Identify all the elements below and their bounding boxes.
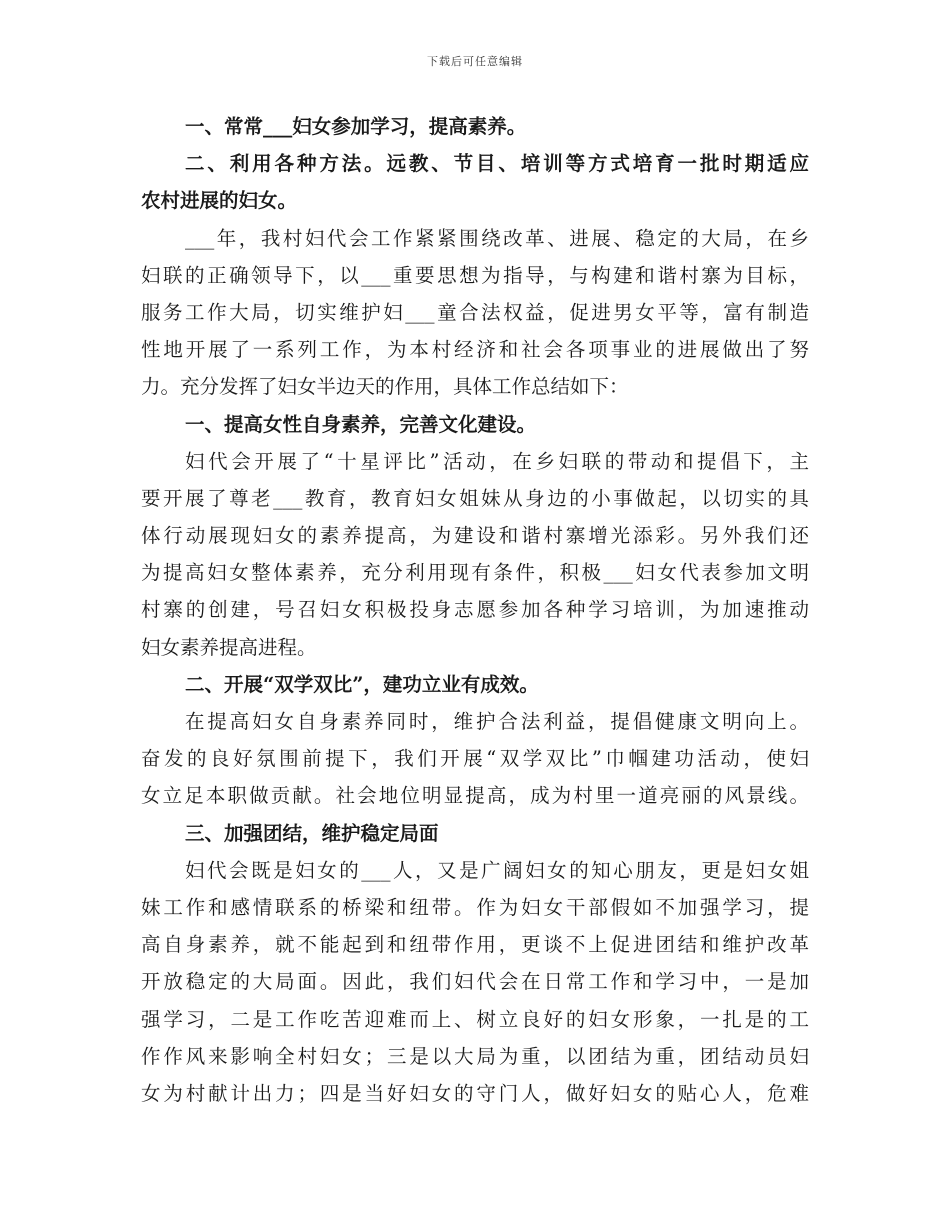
paragraph-line: 服务工作大局，切实维护妇___童合法权益，促进男女平等，富有制造: [141, 300, 809, 324]
paragraph-line: 妹工作和感情联系的桥梁和纽带。作为妇女干部假如不加强学习，提: [141, 895, 809, 919]
paragraph-line: 妇代会既是妇女的___人，又是广阔妇女的知心朋友，更是妇女姐: [185, 858, 809, 882]
paragraph-line: 高自身素养，就不能起到和纽带作用，更谈不上促进团结和维护改革: [141, 933, 809, 957]
paragraph-line: 为提高妇女整体素养，充分利用现有条件，积极___妇女代表参加文明: [141, 561, 809, 585]
paragraph-line: 体行动展现妇女的素养提高，为建设和谐村寨增光添彩。另外我们还: [141, 524, 809, 548]
paragraph-line: 妇女素养提高进程。: [141, 635, 317, 659]
paragraph-line: 开放稳定的大局面。因此，我们妇代会在日常工作和学习中，一是加: [141, 970, 809, 994]
paragraph-line: 在提高妇女自身素养同时，维护合法利益，提倡健康文明向上。: [185, 710, 809, 733]
paragraph-line: 妇联的正确领导下，以___重要思想为指导，与构建和谐村寨为目标，: [141, 263, 809, 287]
paragraph-line: 作作风来影响全村妇女；三是以大局为重，以团结为重，团结动员妇: [141, 1044, 809, 1068]
page-header-note: 下载后可任意编辑: [427, 55, 523, 68]
paragraph-line: 女为村献计出力；四是当好妇女的守门人，做好妇女的贴心人，危难: [141, 1081, 809, 1105]
section-heading-line: 三、加强团结，维护稳定局面: [185, 821, 439, 845]
paragraph-line: 村寨的创建，号召妇女积极投身志愿参加各种学习培训，为加速推动: [141, 598, 809, 622]
section-heading-line: 一、提高女性自身素养，完善文化建设。: [185, 412, 537, 436]
section-heading-line: 二、开展“双学双比”，建功立业有成效。: [185, 672, 539, 696]
paragraph-line: 要开展了尊老___教育，教育妇女姐妹从身边的小事做起，以切实的具: [141, 486, 809, 510]
paragraph-line: 奋发的良好氛围前提下，我们开展“双学双比”巾帼建功活动，使妇: [141, 747, 809, 771]
paragraph-line: ___年，我村妇代会工作紧紧围绕改革、进展、稳定的大局，在乡: [185, 226, 809, 250]
paragraph-line: 强学习，二是工作吃苦迎难而上、树立良好的妇女形象，一扎是的工: [141, 1007, 809, 1031]
section-heading-line: 二、利用各种方法。远教、节目、培训等方式培育一批时期适应: [185, 152, 809, 176]
document-body: [141, 108, 809, 1112]
paragraph-line: 女立足本职做贡献。社会地位明显提高，成为村里一道亮丽的风景线。: [141, 784, 809, 808]
paragraph-line: 力。充分发挥了妇女半边天的作用，具体工作总结如下：: [141, 375, 629, 399]
paragraph-line: 妇代会开展了“十星评比”活动，在乡妇联的带动和提倡下，主: [185, 449, 809, 473]
section-heading-line: 农村进展的妇女。: [141, 189, 298, 213]
paragraph-line: 性地开展了一系列工作，为本村经济和社会各项事业的进展做出了努: [141, 338, 809, 362]
section-heading-line: 一、常常___妇女参加学习，提高素养。: [185, 115, 527, 138]
